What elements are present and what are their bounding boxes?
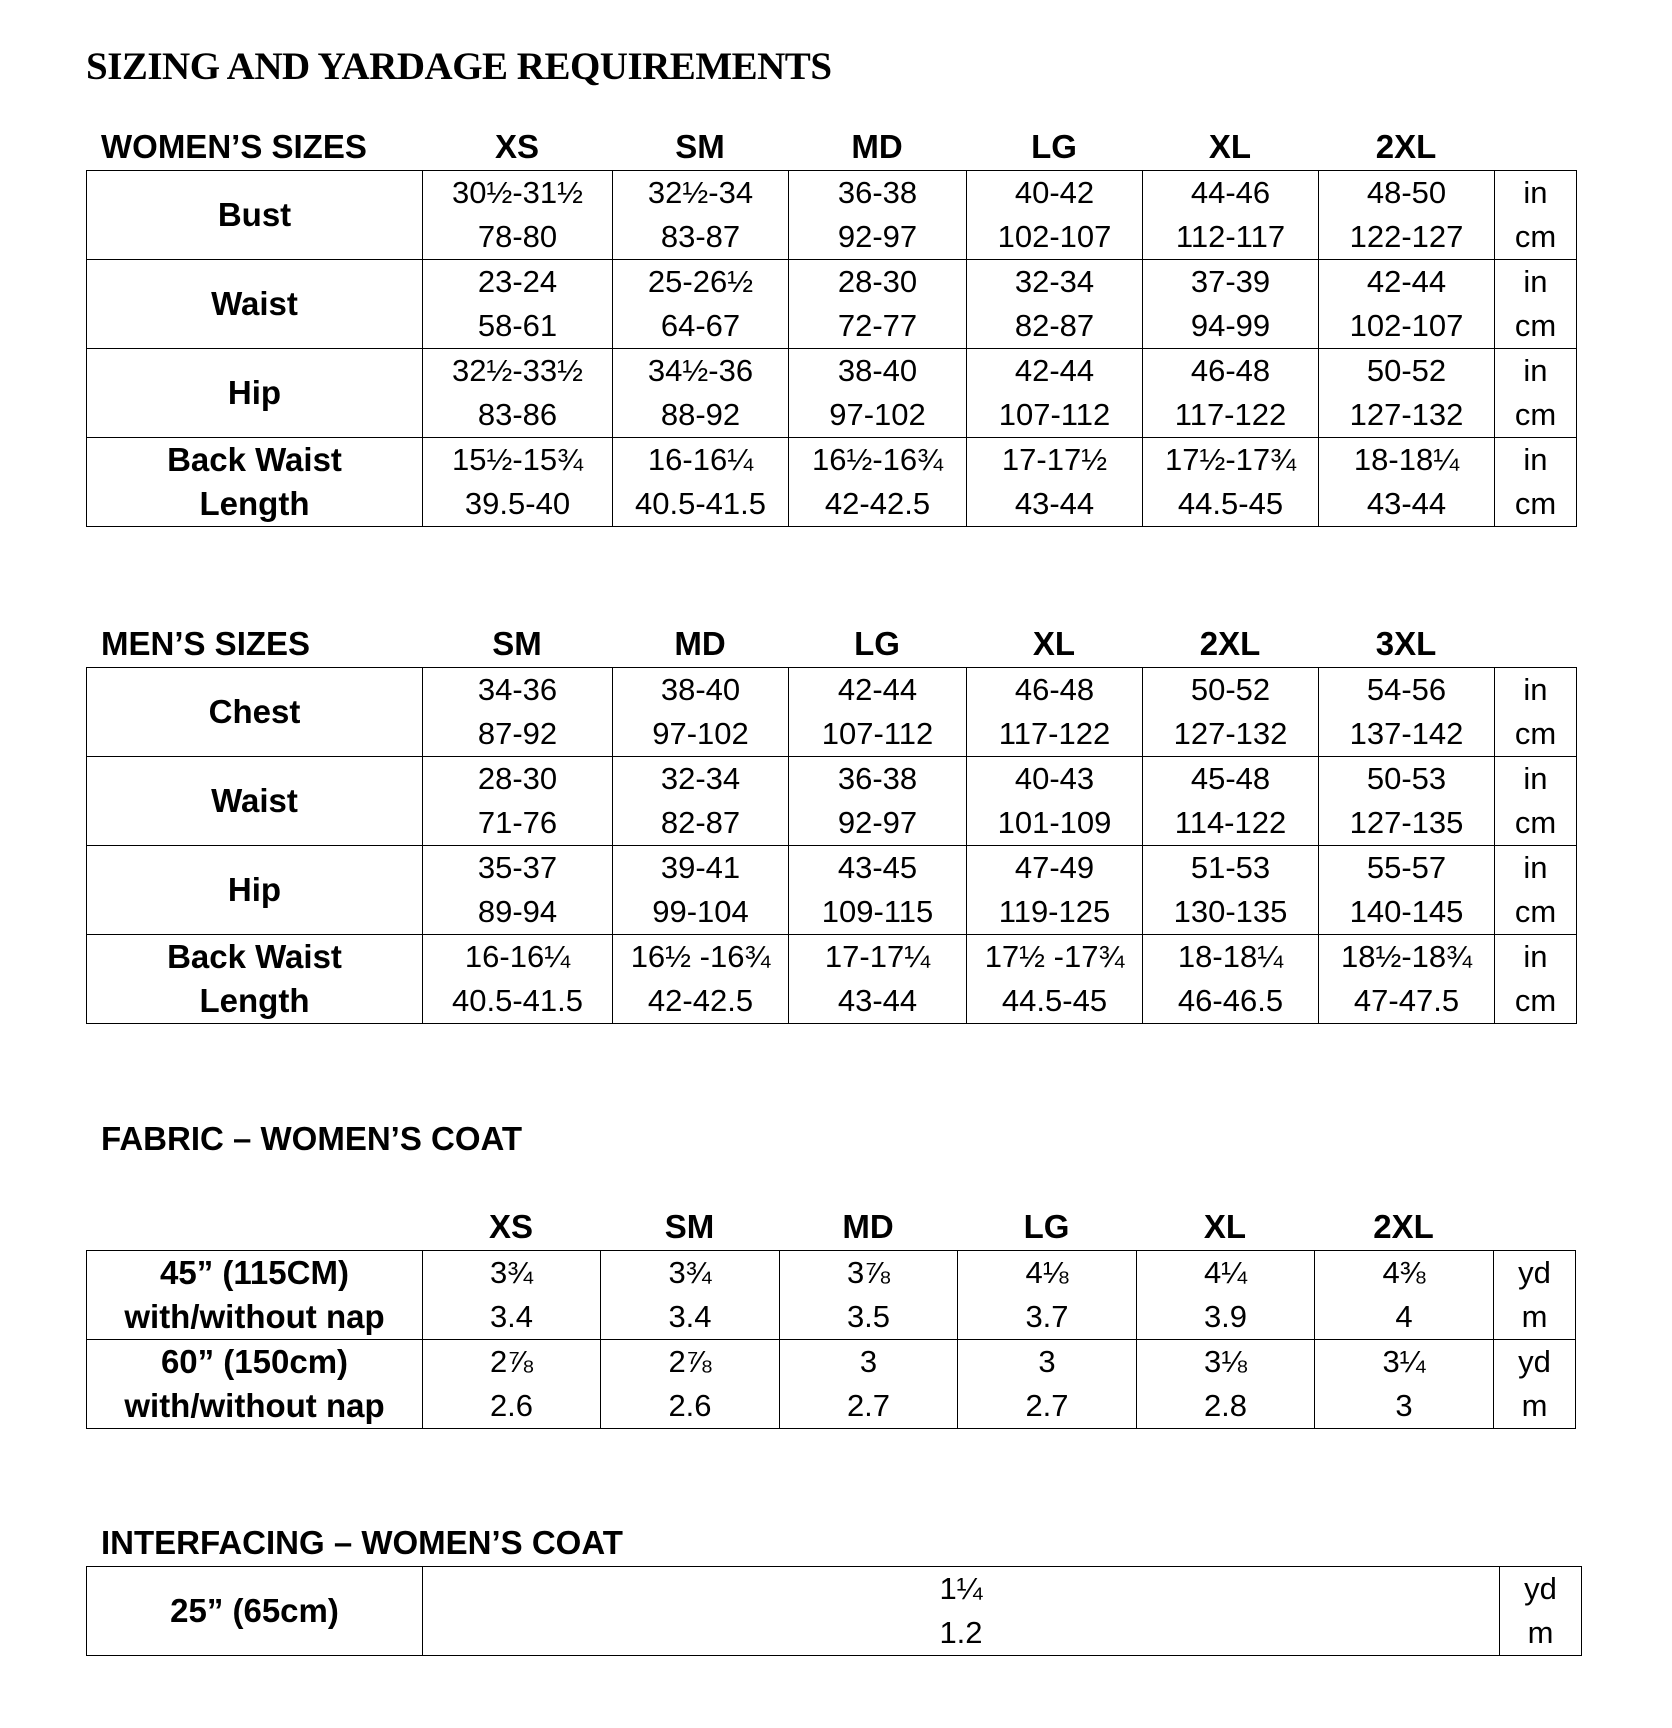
measurement-cell — [789, 846, 967, 935]
imperial-value: 34½-36 — [647, 353, 754, 388]
unit-label: yd — [1524, 1571, 1557, 1606]
measurement-cell — [601, 1251, 780, 1340]
metric-value: 83-86 — [477, 397, 558, 432]
unit-label: m — [1521, 1388, 1548, 1423]
measurement-cell — [423, 1567, 1500, 1656]
measurement-cell — [789, 349, 967, 438]
measurement-cell — [423, 668, 613, 757]
imperial-value: 38-40 — [837, 353, 918, 388]
womens-sizes-heading: WOMEN’S SIZES — [101, 128, 367, 165]
womens-sizes-header — [86, 120, 1577, 170]
row-label-line: with/without nap — [124, 1387, 385, 1424]
metric-value: 3.7 — [1025, 1299, 1069, 1334]
measurement-cell — [423, 171, 613, 260]
imperial-value: 30½-31½ — [452, 175, 583, 210]
unit-label: cm — [1514, 486, 1557, 521]
unit-label: cm — [1514, 716, 1557, 751]
fabric-sizes-header — [86, 1200, 1576, 1250]
measurement-cell — [1143, 757, 1319, 846]
metric-value: 130-135 — [1173, 894, 1288, 929]
metric-value: 2.6 — [489, 1388, 534, 1423]
measurement-cell — [1143, 260, 1319, 349]
row-label-line: with/without nap — [124, 1298, 385, 1335]
table-row — [87, 438, 1577, 527]
imperial-value: 42-44 — [1366, 264, 1447, 299]
measurement-cell — [1143, 438, 1319, 527]
metric-value: 88-92 — [660, 397, 741, 432]
measurement-cell — [967, 668, 1143, 757]
unit-label: cm — [1514, 805, 1557, 840]
metric-value: 44.5-45 — [1177, 486, 1284, 521]
row-label — [87, 1340, 423, 1429]
metric-value: 117-122 — [1174, 397, 1287, 432]
metric-value: 83-87 — [660, 219, 741, 254]
unit-cell — [1494, 1340, 1576, 1429]
imperial-value: 40-42 — [1014, 175, 1095, 210]
imperial-value: 38-40 — [660, 672, 741, 707]
measurement-cell — [967, 757, 1143, 846]
table-row — [87, 1251, 1576, 1340]
mens-sizes-heading: MEN’S SIZES — [101, 625, 311, 662]
imperial-value: 17½ -17¾ — [984, 939, 1125, 974]
imperial-value: 50-52 — [1366, 353, 1447, 388]
row-label-line: Length — [199, 485, 310, 522]
measurement-cell — [1319, 349, 1495, 438]
womens-sizes-section — [86, 120, 1577, 527]
metric-value: 89-94 — [477, 894, 558, 929]
row-label-line: Length — [199, 982, 310, 1019]
imperial-value: 32½-34 — [647, 175, 754, 210]
metric-value: 122-127 — [1349, 219, 1464, 254]
measurement-cell — [1319, 668, 1495, 757]
size-column-header: LG — [854, 625, 900, 662]
fabric-table — [86, 1250, 1576, 1429]
metric-value: 43-44 — [1366, 486, 1447, 521]
metric-value: 3.4 — [489, 1299, 534, 1334]
measurement-cell — [613, 438, 789, 527]
metric-value: 2.6 — [668, 1388, 712, 1423]
size-column-header: MD — [842, 1208, 894, 1245]
measurement-cell — [423, 349, 613, 438]
row-label-line: 60” (150cm) — [160, 1343, 349, 1380]
unit-cell — [1495, 171, 1577, 260]
imperial-value: 55-57 — [1366, 850, 1447, 885]
row-label-line: 45” (115CM) — [160, 1254, 349, 1291]
imperial-value: 3⅞ — [846, 1255, 891, 1290]
unit-cell — [1495, 349, 1577, 438]
metric-value: 58-61 — [477, 308, 558, 343]
size-column-header: XL — [1203, 1208, 1247, 1245]
metric-value: 2.7 — [846, 1388, 891, 1423]
measurement-cell — [1319, 935, 1495, 1024]
imperial-value: 17½-17¾ — [1165, 442, 1296, 477]
mens-sizes-header — [86, 617, 1577, 667]
measurement-cell — [1315, 1340, 1494, 1429]
measurement-cell — [423, 757, 613, 846]
measurement-cell — [613, 668, 789, 757]
page-title: SIZING AND YARDAGE REQUIREMENTS — [86, 45, 832, 88]
unit-label: in — [1523, 264, 1548, 299]
row-label — [87, 171, 423, 260]
row-label — [87, 349, 423, 438]
unit-label: in — [1523, 939, 1548, 974]
row-label-line: Hip — [227, 374, 282, 411]
imperial-value: 3 — [859, 1344, 878, 1379]
measurement-cell — [1319, 171, 1495, 260]
unit-label: yd — [1518, 1255, 1551, 1290]
metric-value: 109-115 — [821, 894, 934, 929]
metric-value: 39.5-40 — [464, 486, 571, 521]
imperial-value: 42-44 — [837, 672, 918, 707]
row-label — [87, 1251, 423, 1340]
table-row — [87, 1567, 1582, 1656]
imperial-value: 18-18¼ — [1353, 442, 1460, 477]
row-label — [87, 260, 423, 349]
table-row — [87, 846, 1577, 935]
metric-value: 71-76 — [477, 805, 558, 840]
measurement-cell — [789, 171, 967, 260]
unit-cell — [1495, 438, 1577, 527]
metric-value: 44.5-45 — [1001, 983, 1108, 1018]
imperial-value: 3¼ — [1382, 1344, 1426, 1379]
unit-label: cm — [1514, 983, 1557, 1018]
metric-value: 3 — [1395, 1388, 1413, 1423]
unit-label: in — [1523, 353, 1548, 388]
metric-value: 40.5-41.5 — [452, 983, 583, 1018]
table-row — [87, 1340, 1576, 1429]
size-column-header: 2XL — [1375, 128, 1437, 165]
imperial-value: 50-52 — [1190, 672, 1271, 707]
imperial-value: 32-34 — [660, 761, 741, 796]
measurement-cell — [423, 935, 613, 1024]
measurement-cell — [789, 757, 967, 846]
imperial-value: 32-34 — [1014, 264, 1095, 299]
row-label — [87, 438, 423, 527]
imperial-value: 18-18¼ — [1177, 939, 1284, 974]
measurement-cell — [789, 438, 967, 527]
imperial-value: 40-43 — [1014, 761, 1095, 796]
unit-label: cm — [1514, 219, 1557, 254]
imperial-value: 50-53 — [1366, 761, 1447, 796]
unit-label: m — [1527, 1615, 1554, 1650]
mens-sizes-table — [86, 667, 1577, 1024]
imperial-value: 35-37 — [477, 850, 558, 885]
imperial-value: 23-24 — [477, 264, 558, 299]
metric-value: 78-80 — [477, 219, 558, 254]
metric-value: 92-97 — [837, 219, 918, 254]
womens-sizes-table — [86, 170, 1577, 527]
imperial-value: 37-39 — [1190, 264, 1271, 299]
metric-value: 97-102 — [652, 716, 749, 751]
row-label-line: Hip — [227, 871, 282, 908]
measurement-cell — [613, 171, 789, 260]
table-row — [87, 260, 1577, 349]
row-label-line: Chest — [208, 693, 301, 730]
metric-value: 107-112 — [821, 716, 934, 751]
metric-value: 2.7 — [1025, 1388, 1069, 1423]
imperial-value: 25-26½ — [647, 264, 754, 299]
unit-cell — [1500, 1567, 1582, 1656]
imperial-value: 16½ -16¾ — [630, 939, 771, 974]
metric-value: 127-132 — [1173, 716, 1288, 751]
imperial-value: 28-30 — [477, 761, 558, 796]
metric-value: 3.5 — [846, 1299, 891, 1334]
unit-cell — [1495, 846, 1577, 935]
measurement-cell — [423, 1251, 601, 1340]
metric-value: 82-87 — [1014, 308, 1095, 343]
imperial-value: 44-46 — [1190, 175, 1271, 210]
imperial-value: 36-38 — [837, 761, 918, 796]
size-column-header: 2XL — [1373, 1208, 1434, 1245]
interfacing-header — [86, 1516, 1582, 1566]
unit-label: m — [1521, 1299, 1548, 1334]
measurement-cell — [967, 438, 1143, 527]
imperial-value: 16½-16¾ — [812, 442, 943, 477]
imperial-value: 32½-33½ — [452, 353, 583, 388]
imperial-value: 47-49 — [1014, 850, 1095, 885]
size-column-header: XL — [1208, 128, 1252, 165]
unit-cell — [1495, 757, 1577, 846]
imperial-value: 15½-15¾ — [452, 442, 583, 477]
imperial-value: 17-17½ — [1001, 442, 1108, 477]
imperial-value: 36-38 — [837, 175, 918, 210]
unit-label: cm — [1514, 894, 1557, 929]
unit-label: in — [1523, 442, 1548, 477]
imperial-value: 17-17¼ — [824, 939, 931, 974]
imperial-value: 46-48 — [1014, 672, 1095, 707]
size-column-header: 2XL — [1199, 625, 1261, 662]
metric-value: 99-104 — [652, 894, 749, 929]
imperial-value: 1¼ — [939, 1571, 983, 1606]
imperial-value: 43-45 — [837, 850, 918, 885]
metric-value: 64-67 — [660, 308, 741, 343]
imperial-value: 54-56 — [1366, 672, 1447, 707]
measurement-cell — [1315, 1251, 1494, 1340]
metric-value: 102-107 — [1349, 308, 1464, 343]
measurement-cell — [1319, 438, 1495, 527]
metric-value: 117-122 — [998, 716, 1111, 751]
metric-value: 43-44 — [837, 983, 918, 1018]
imperial-value: 46-48 — [1190, 353, 1271, 388]
size-column-header: MD — [851, 128, 903, 165]
unit-label: yd — [1518, 1344, 1551, 1379]
measurement-cell — [1319, 757, 1495, 846]
row-label — [87, 1567, 423, 1656]
interfacing-heading: INTERFACING – WOMEN’S COAT — [101, 1524, 623, 1561]
table-row — [87, 757, 1577, 846]
measurement-cell — [613, 757, 789, 846]
imperial-value: 48-50 — [1366, 175, 1447, 210]
unit-cell — [1495, 668, 1577, 757]
table-row — [87, 171, 1577, 260]
size-column-header: 3XL — [1375, 625, 1437, 662]
size-column-header: LG — [1023, 1208, 1070, 1245]
unit-cell — [1494, 1251, 1576, 1340]
measurement-cell — [967, 935, 1143, 1024]
row-label-line: Back Waist — [167, 441, 342, 478]
unit-label: in — [1523, 672, 1548, 707]
measurement-cell — [1137, 1251, 1315, 1340]
measurement-cell — [958, 1340, 1137, 1429]
measurement-cell — [967, 846, 1143, 935]
imperial-value: 3⅛ — [1203, 1344, 1248, 1379]
measurement-cell — [1143, 171, 1319, 260]
imperial-value: 3¾ — [668, 1255, 712, 1290]
metric-value: 94-99 — [1190, 308, 1271, 343]
imperial-value: 42-44 — [1014, 353, 1095, 388]
imperial-value: 16-16¼ — [647, 442, 754, 477]
measurement-cell — [1137, 1340, 1315, 1429]
unit-label: in — [1523, 850, 1548, 885]
measurement-cell — [613, 349, 789, 438]
metric-value: 114-122 — [1174, 805, 1287, 840]
interfacing-table — [86, 1566, 1582, 1656]
metric-value: 46-46.5 — [1177, 983, 1284, 1018]
metric-value: 137-142 — [1349, 716, 1464, 751]
measurement-cell — [601, 1340, 780, 1429]
metric-value: 40.5-41.5 — [635, 486, 766, 521]
metric-value: 2.8 — [1203, 1388, 1248, 1423]
metric-value: 47-47.5 — [1353, 983, 1460, 1018]
imperial-value: 4⅛ — [1025, 1255, 1069, 1290]
imperial-value: 4⅜ — [1382, 1255, 1426, 1290]
metric-value: 72-77 — [837, 308, 918, 343]
imperial-value: 34-36 — [477, 672, 558, 707]
metric-value: 43-44 — [1014, 486, 1095, 521]
imperial-value: 3¾ — [489, 1255, 534, 1290]
measurement-cell — [613, 846, 789, 935]
size-column-header: XS — [494, 128, 540, 165]
unit-label: cm — [1514, 397, 1557, 432]
measurement-cell — [423, 438, 613, 527]
imperial-value: 4¼ — [1203, 1255, 1248, 1290]
metric-value: 92-97 — [837, 805, 918, 840]
measurement-cell — [1143, 846, 1319, 935]
measurement-cell — [789, 935, 967, 1024]
measurement-cell — [423, 260, 613, 349]
table-row — [87, 668, 1577, 757]
measurement-cell — [967, 349, 1143, 438]
unit-cell — [1495, 935, 1577, 1024]
imperial-value: 39-41 — [660, 850, 741, 885]
size-column-header: LG — [1031, 128, 1077, 165]
imperial-value: 2⅞ — [668, 1344, 712, 1379]
metric-value: 112-117 — [1175, 219, 1286, 254]
row-label-line: Back Waist — [167, 938, 342, 975]
measurement-cell — [423, 1340, 601, 1429]
imperial-value: 45-48 — [1190, 761, 1271, 796]
measurement-cell — [780, 1251, 958, 1340]
measurement-cell — [1143, 349, 1319, 438]
unit-label: cm — [1514, 308, 1557, 343]
size-column-header: SM — [675, 128, 725, 165]
measurement-cell — [1143, 668, 1319, 757]
table-row — [87, 349, 1577, 438]
measurement-cell — [613, 260, 789, 349]
metric-value: 42-42.5 — [824, 486, 931, 521]
table-row — [87, 935, 1577, 1024]
metric-value: 3.9 — [1203, 1299, 1248, 1334]
imperial-value: 2⅞ — [489, 1344, 534, 1379]
metric-value: 102-107 — [997, 219, 1112, 254]
measurement-cell — [967, 171, 1143, 260]
metric-value: 87-92 — [477, 716, 558, 751]
interfacing-section — [86, 1516, 1582, 1656]
row-label — [87, 935, 423, 1024]
row-label — [87, 757, 423, 846]
measurement-cell — [958, 1251, 1137, 1340]
metric-value: 3.4 — [668, 1299, 712, 1334]
metric-value: 101-109 — [997, 805, 1112, 840]
measurement-cell — [1319, 260, 1495, 349]
measurement-cell — [613, 935, 789, 1024]
row-label-line: 25” (65cm) — [170, 1592, 339, 1629]
fabric-section — [86, 1200, 1576, 1429]
size-column-header: MD — [674, 625, 726, 662]
unit-label: in — [1523, 761, 1548, 796]
size-column-header: SM — [492, 625, 542, 662]
metric-value: 127-135 — [1349, 805, 1464, 840]
measurement-cell — [789, 260, 967, 349]
measurement-cell — [967, 260, 1143, 349]
imperial-value: 16-16¼ — [464, 939, 571, 974]
measurement-cell — [1319, 846, 1495, 935]
metric-value: 107-112 — [998, 397, 1111, 432]
row-label — [87, 846, 423, 935]
metric-value: 82-87 — [660, 805, 741, 840]
row-label-line: Bust — [217, 196, 292, 233]
metric-value: 127-132 — [1349, 397, 1464, 432]
size-column-header: SM — [664, 1208, 715, 1245]
measurement-cell — [423, 846, 613, 935]
size-column-header: XS — [488, 1208, 534, 1245]
metric-value: 42-42.5 — [647, 983, 754, 1018]
imperial-value: 28-30 — [837, 264, 918, 299]
imperial-value: 18½-18¾ — [1341, 939, 1472, 974]
metric-value: 1.2 — [939, 1615, 983, 1650]
measurement-cell — [780, 1340, 958, 1429]
imperial-value: 51-53 — [1190, 850, 1271, 885]
measurement-cell — [1143, 935, 1319, 1024]
row-label-line: Waist — [211, 782, 298, 819]
row-label-line: Waist — [211, 285, 298, 322]
fabric-heading: FABRIC – WOMEN’S COAT — [101, 1120, 523, 1157]
metric-value: 97-102 — [829, 397, 926, 432]
size-column-header: XL — [1032, 625, 1076, 662]
measurement-cell — [789, 668, 967, 757]
metric-value: 119-125 — [998, 894, 1111, 929]
row-label — [87, 668, 423, 757]
unit-cell — [1495, 260, 1577, 349]
mens-sizes-section — [86, 617, 1577, 1024]
imperial-value: 3 — [1038, 1344, 1056, 1379]
unit-label: in — [1523, 175, 1548, 210]
metric-value: 140-145 — [1349, 894, 1464, 929]
metric-value: 4 — [1395, 1299, 1413, 1334]
